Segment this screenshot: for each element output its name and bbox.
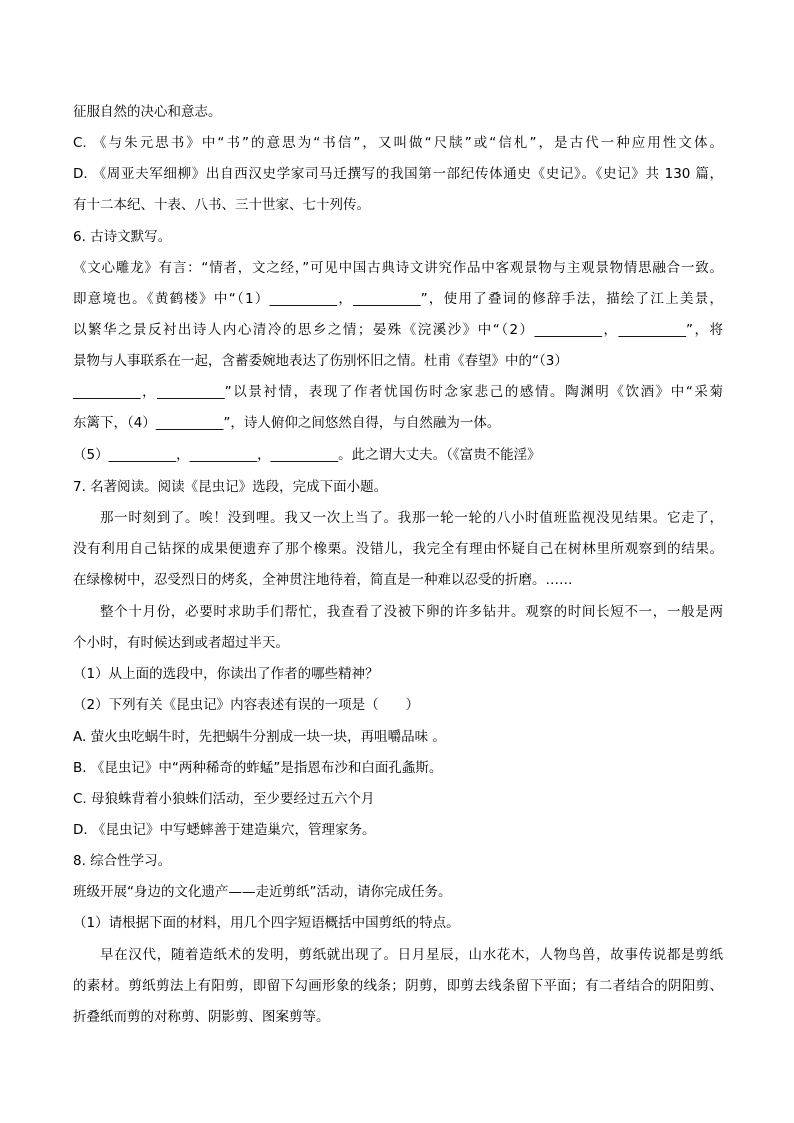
- text-line: （1）从上面的选段中，你读出了作者的哪些精神？: [73, 666, 379, 682]
- text-line: 8. 综合性学习。: [73, 853, 172, 869]
- text-line: C. 《与朱元思书》中“书”的意思为“书信”，又叫做“尺牍”或“信札”，是古代一种应用性文体。: [73, 135, 723, 151]
- text-line: 即意境也。《黄鹤楼》中“（1）__________，__________”，使用了叠词的修辞手法，描绘了江上美景，: [73, 291, 723, 307]
- text-line: D. 《周亚夫军细柳》出自西汉史学家司马迁撰写的我国第一部纪传体通史《史记》。《史记》共 130 篇，: [73, 166, 723, 182]
- text-line: 6. 古诗文默写。: [73, 229, 172, 245]
- text-line: B. 《昆虫记》中“两种稀奇的蚱蜢”是指恩布沙和白面孔螽斯。: [73, 760, 443, 776]
- text-line: C. 母狼蛛背着小狼蛛们活动，至少要经过五六个月: [73, 791, 375, 807]
- text-line: （1）请根据下面的材料，用几个四字短语概括中国剪纸的特点。: [73, 915, 460, 931]
- text-line: 班级开展“身边的文化遗产——走近剪纸”活动，请你完成任务。: [73, 884, 452, 900]
- text-line: 《文心雕龙》有言：“情者，文之经，”可见中国古典诗文讲究作品中客观景物与主观景物情思融合一致。: [73, 260, 723, 276]
- text-line: （5）__________，__________，__________。此之谓大丈夫。（《富贵不能淫》: [73, 447, 541, 463]
- text-line: 东篱下，（4）__________”，诗人俯仰之间悠然自得，与自然融为一体。: [73, 415, 501, 431]
- text-line: __________，__________”以景衬情，表现了作者忧国伤时念家悲己的感情。陶渊明《饮酒》中“采菊: [73, 384, 723, 400]
- text-line: 个小时，有时候达到或者超过半天。: [73, 635, 289, 651]
- text-line: 景物与人事联系在一起，含蓄委婉地表达了伤别怀旧之情。杜甫《春望》中的“（3）: [73, 353, 568, 369]
- text-line: 没有利用自己钻探的成果便遗弃了那个橡栗。没错儿，我完全有理由怀疑自己在树林里所观察到的结果。: [73, 541, 723, 557]
- text-line: 那一时刻到了。唉！没到哩。我又一次上当了。我那一轮一轮的八小时值班监视没见结果。它走了，: [100, 510, 723, 526]
- text-line: 有十二本纪、十表、八书、三十世家、七十列传。: [73, 197, 370, 213]
- text-line: 以繁华之景反衬出诗人内心清冷的思乡之情；晏殊《浣溪沙》中“（2）__________，__________”，将: [73, 322, 723, 338]
- text-line: D. 《昆虫记》中写蟋蟀善于建造巢穴，管理家务。: [73, 822, 376, 838]
- text-line: 征服自然的决心和意志。: [73, 104, 222, 120]
- text-line: A. 萤火虫吃蜗牛时，先把蜗牛分割成一块一块，再咀嚼品味 。: [73, 729, 446, 745]
- text-line: 的素材。剪纸剪法上有阳剪，即留下勾画形象的线条；阴剪，即剪去线条留下平面；有二者结合的阴阳剪、: [73, 978, 723, 994]
- text-line: 早在汉代，随着造纸术的发明，剪纸就出现了。日月星辰，山水花木，人物鸟兽，故事传说都是剪纸: [100, 947, 723, 963]
- text-line: （2）下列有关《昆虫记》内容表述有误的一项是（ ）: [73, 697, 420, 713]
- text-line: 折叠纸而剪的对称剪、阴影剪、图案剪等。: [73, 1009, 330, 1025]
- text-line: 7. 名著阅读。阅读《昆虫记》选段，完成下面小题。: [73, 479, 388, 495]
- text-line: 整个十月份，必要时求助手们帮忙，我查看了没被下卵的许多钻井。观察的时间长短不一，一般是两: [100, 604, 723, 620]
- text-line: 在绿橡树中，忍受烈日的烤炙，全神贯注地待着，简直是一种难以忍受的折磨。……: [73, 572, 573, 588]
